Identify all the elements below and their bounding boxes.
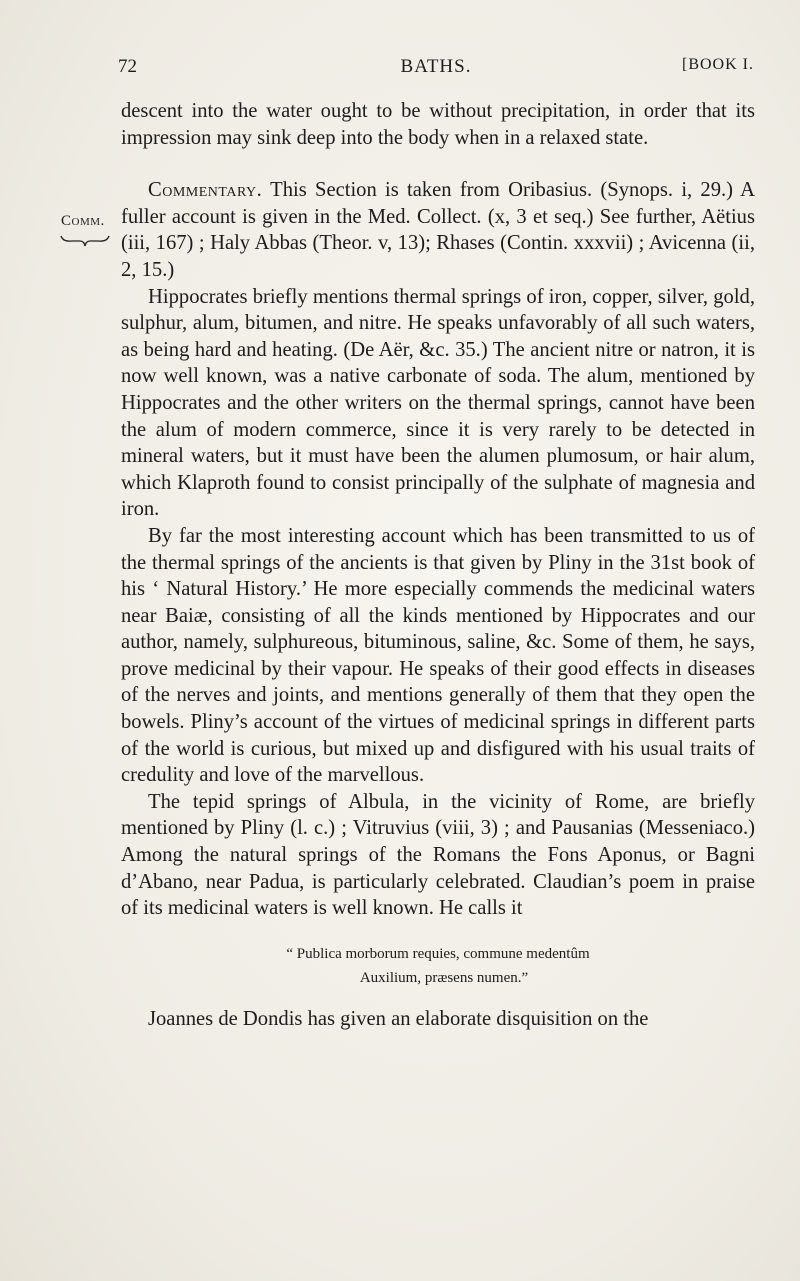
paragraph-dondis: Joannes de Dondis has given an elaborate disquisition on the: [148, 1007, 649, 1030]
verse-quotation: [121, 942, 755, 990]
brace-icon: [60, 234, 110, 248]
paragraph-pliny: By far the most interesting account which has been transmitted to us of the thermal springs of the ancients is that given by Pliny in the 31st book of his ‘ Natural History.’ He more especially commends the medicinal waters near Baiæ, consisting of all the kinds mentioned by Hippocrates and our author, namely, sulphureous, bituminous, saline, &c. Some of them, he says, prove medicinal by their vapour. He speaks of their good effects in diseases of the nerves and joints, and mentions generally of them that they open the bowels. Pliny’s account of the virtues of medicinal springs in different parts of the world is curious, but mixed up and disfigured with his usual traits of credulity and love of the marvellous.: [121, 524, 755, 787]
quote-line-1: “ Publica morborum requies, commune medentûm: [286, 945, 590, 962]
paragraph-continuation: descent into the water ought to be without precipitation, in order that its impression may sink deep into the body when in a relaxed state.: [121, 100, 755, 149]
paragraph-hippocrates: Hippocrates briefly mentions thermal springs of iron, copper, silver, gold, sulphur, alum, bitumen, and nitre. He speaks unfavorably of all such waters, as being hard and heating. (De Aër, &c. 35.) The ancient nitre or natron, it is now well known, was a native carbonate of soda. The alum, mentioned by Hippocrates and the other writers on the thermal springs, cannot have been the alum of modern commerce, since it is very rarely to be detected in mineral waters, but it must have been the alumen plumosum, or hair alum, which Klaproth found to consist principally of the sulphate of magnesia and iron.: [121, 285, 755, 521]
margin-note: Comm.: [61, 213, 105, 229]
book-section: [BOOK I.: [682, 56, 754, 73]
page-number: 72: [118, 56, 137, 77]
running-title: BATHS.: [400, 56, 472, 77]
commentary-heading: Commentary.: [148, 179, 263, 202]
paragraph-albula: The tepid springs of Albula, in the vicinity of Rome, are briefly mentioned by Pliny (l. c.) ; Vitruvius (viii, 3) ; and Pausanias (Messeniaco.) Among the natural springs of the Romans the Fons Aponus, or Bagni d’Abano, near Padua, is particularly celebrated. Claudian’s poem in praise of its medicinal waters is well known. He calls it: [121, 790, 755, 920]
commentary-paragraph: [121, 177, 755, 283]
quote-line-2: Auxilium, præsens numen.”: [359, 969, 529, 986]
commentary-text: This Section is taken from Oribasius. (Synops. i, 29.) A fuller account is given in the Med. Collect. (x, 3 et seq.) See further, Aëtius (iii, 167) ; Haly Abbas (Theor. v, 13); Rhases (Contin. xxxvii) ; Avicenna (ii, 2, 15.): [121, 179, 755, 281]
running-header: [118, 56, 754, 84]
page-body: [121, 98, 755, 1032]
